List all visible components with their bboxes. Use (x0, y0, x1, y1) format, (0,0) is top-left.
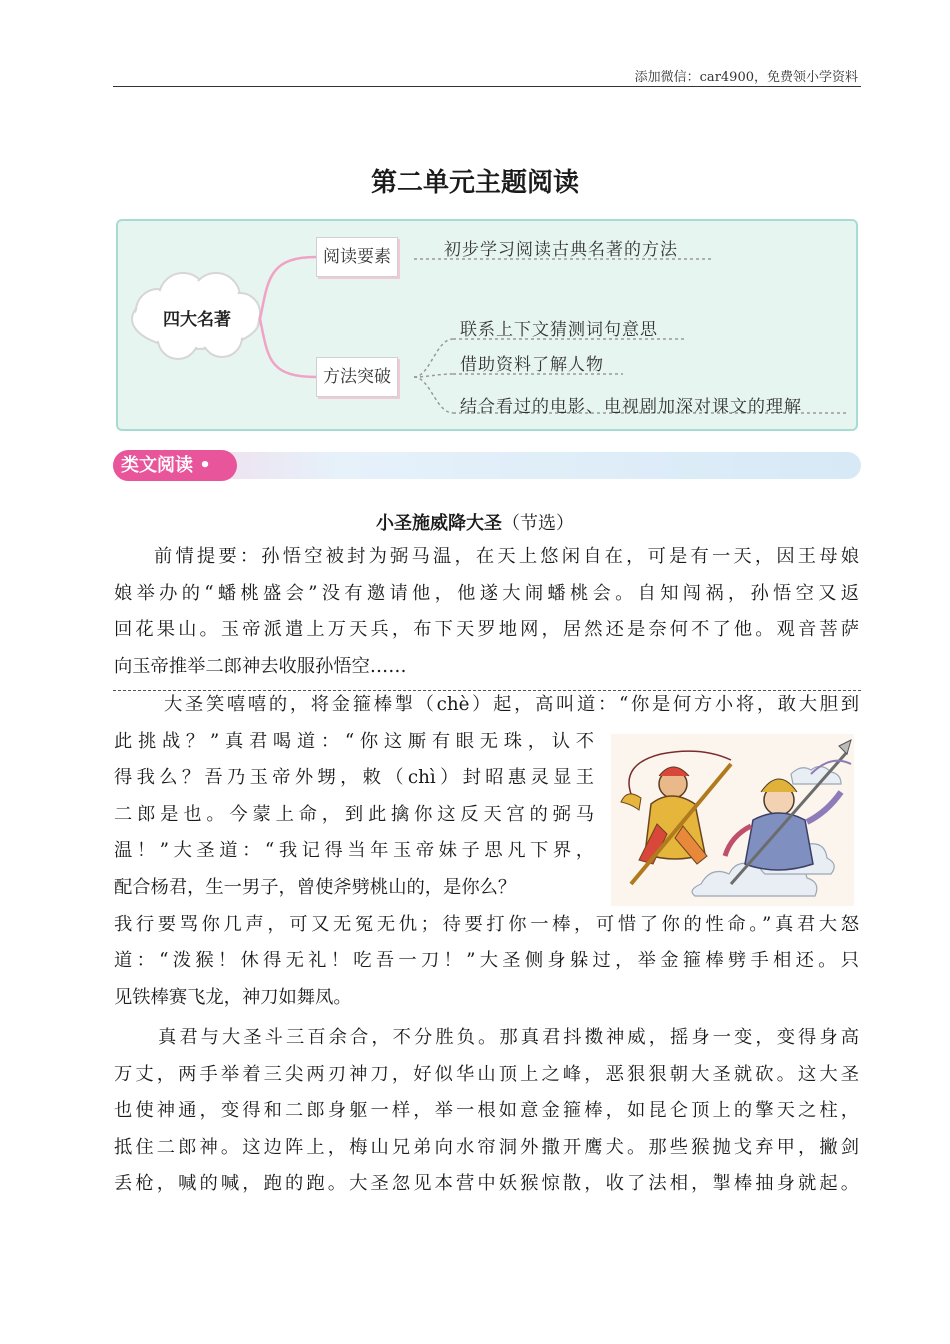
mind-map-root: 四大名著 (163, 310, 231, 330)
text-line: 配合杨君，生一男子，曾使斧劈桃山的，是你么？ (114, 876, 517, 898)
leaf-film-tv: 结合看过的电影、电视剧加深对课文的理解 (460, 397, 802, 417)
header-note: 添加微信：car4900，免费领小学资料 (634, 70, 858, 85)
text-line: 万丈，两手举着三尖两刃神刀，好似华山顶上之峰，恶狠狠朝大圣就砍。这大圣 (114, 1063, 859, 1085)
text-line: 我行要骂你几声，可又无冤无仇；待要打你一棒，可惜了你的性命。”真君大怒 (114, 913, 859, 935)
mind-map (116, 219, 858, 431)
branch-method-breakthrough: 方法突破 (316, 357, 398, 397)
paragraph-2 (114, 1020, 859, 1203)
text-line: 大圣笑嘻嘻的，将金箍棒掣（chè）起，高叫道：“你是何方小将，敢大胆到 (164, 694, 859, 715)
header-rule (113, 86, 861, 87)
story-title (0, 509, 950, 535)
text-line: 道：“泼猴！休得无礼！吃吾一刀！”大圣侧身躲过，举金箍棒劈手相还。只 (114, 950, 859, 972)
text-line: 抵住二郎神。这边阵上，梅山兄弟向水帘洞外撒开鹰犬。那些猴抛戈弃甲，撇剑 (114, 1136, 859, 1158)
text-line: 丢枪，喊的喊，跑的跑。大圣忽见本营中妖猴惊散，收了法相，掣棒抽身就起。 (114, 1173, 859, 1195)
text-line: 见铁棒赛飞龙，神刀如舞凤。 (114, 986, 352, 1008)
text-line: 温！”大圣道：“我记得当年玉帝妹子思凡下界， (114, 840, 594, 862)
intro-paragraph (114, 539, 859, 685)
story-title-note: （节选） (502, 513, 574, 534)
leaf-reading-method: 初步学习阅读古典名著的方法 (444, 240, 678, 260)
leaf-character-research: 借助资料了解人物 (460, 355, 604, 375)
text-line: 也使神通，变得和二郎身躯一样，举一根如意金箍棒，如昆仑顶上的擎天之柱， (114, 1100, 859, 1122)
text-line: 真君与大圣斗三百余合，不分胜负。那真君抖擞神威，摇身一变，变得身高 (158, 1027, 859, 1048)
leaf-context-guess: 联系上下文猜测词句意思 (460, 320, 658, 340)
text-line: 回花果山。玉帝派遣上万天兵，布下天罗地网，居然还是奈何不了他。观音菩萨 (114, 619, 859, 641)
page-title: 第二单元主题阅读 (370, 168, 579, 198)
story-title-text: 小圣施威降大圣 (376, 513, 502, 534)
text-line: 向玉帝推举二郎神去收服孙悟空…… (114, 655, 407, 677)
text-line: 此挑战？”真君喝道：“你这厮有眼无珠，认不 (114, 730, 594, 752)
text-line: 前情提要：孙悟空被封为弼马温，在天上悠闲自在，可是有一天，因王母娘 (154, 546, 859, 567)
battle-illustration (611, 734, 854, 906)
text-line: 得我么？吾乃玉帝外甥，敕（chì）封昭惠灵显王 (114, 767, 594, 789)
text-line: 二郎是也。今蒙上命，到此擒你这反天宫的弼马 (114, 803, 594, 825)
section-tag: 类文阅读 • (113, 450, 237, 481)
branch-reading-elements: 阅读要素 (316, 237, 398, 277)
text-line: 娘举办的“蟠桃盛会”没有邀请他，他遂大闹蟠桃会。自知闯祸，孙悟空又返 (114, 582, 859, 604)
branch-connectors (260, 257, 316, 377)
